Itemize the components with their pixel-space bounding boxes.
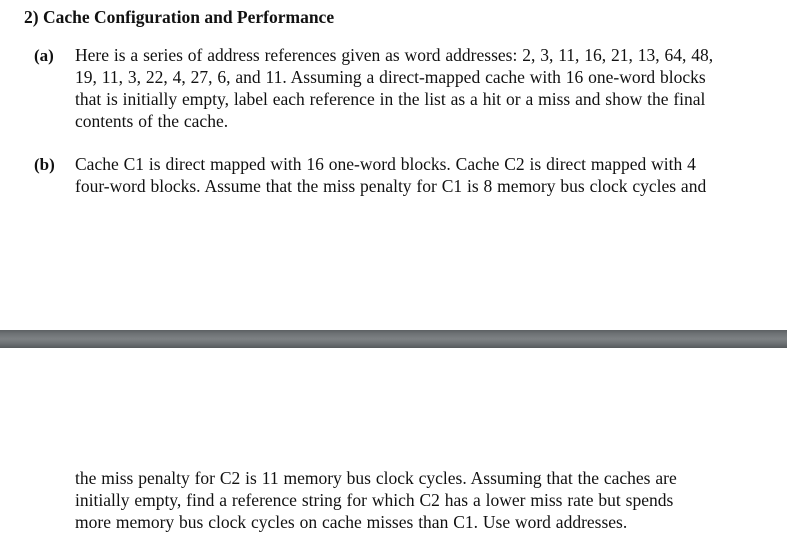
part-b-continuation-line-2: initially empty, find a reference string for which C2 has a lower miss rate but spends — [75, 490, 674, 510]
part-a-line-4: contents of the cache. — [75, 111, 229, 131]
part-a-line-1: Here is a series of address references given as word addresses: 2, 3, 11, 16, 21, 13, 64, 48, — [75, 45, 714, 65]
part-b-continuation-line-1: the miss penalty for C2 is 11 memory bus clock cycles. Assuming that the caches are — [75, 468, 677, 488]
page-2-area — [0, 348, 787, 542]
part-a-label: (a) — [34, 46, 54, 65]
part-b-continuation-line-3: more memory bus clock cycles on cache misses than C1. Use word addresses. — [75, 512, 628, 532]
page-break-divider — [0, 330, 787, 348]
part-b-line-1: Cache C1 is direct mapped with 16 one-word blocks. Cache C2 is direct mapped with 4 — [75, 154, 696, 174]
part-b-line-2: four-word blocks. Assume that the miss penalty for C1 is 8 memory bus clock cycles and — [75, 176, 707, 196]
part-a-line-3: that is initially empty, label each reference in the list as a hit or a miss and show the final — [75, 89, 706, 109]
part-a-line-2: 19, 11, 3, 22, 4, 27, 6, and 11. Assuming a direct-mapped cache with 16 one-word blocks — [75, 67, 706, 87]
section-title: 2) Cache Configuration and Performance — [24, 7, 335, 27]
part-b-label: (b) — [34, 155, 55, 174]
